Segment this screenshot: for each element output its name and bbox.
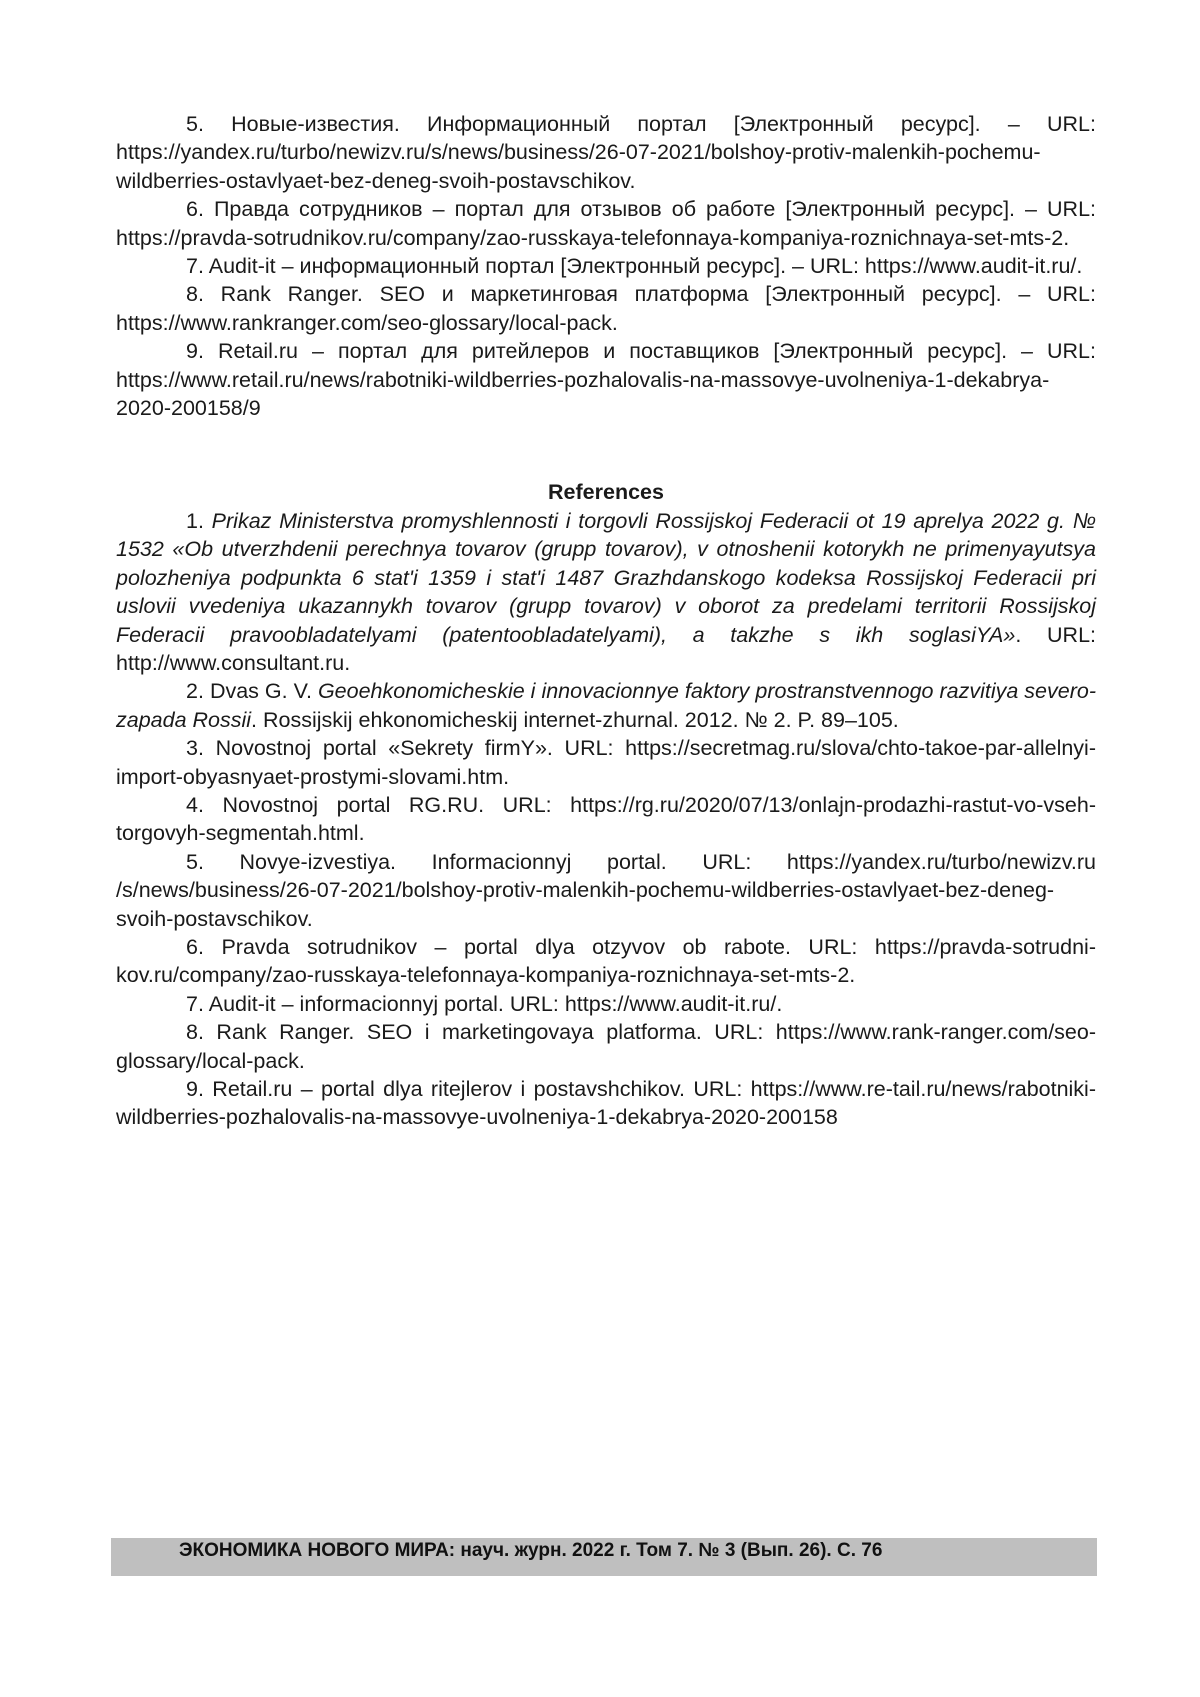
journal-footer-bar	[111, 1538, 1097, 1576]
reference-number: 7.	[186, 991, 204, 1016]
source-text: Audit-it – информационный портал [Электронный ресурс]. – URL: https://www.audit-it.ru/.	[208, 254, 1083, 279]
source-item-7	[116, 252, 1096, 280]
reference-item-8	[116, 1018, 1096, 1075]
reference-text: Retail.ru – portal dlya ritejlerov i postavshchikov. URL: https://www.re-tail.ru/news/rabotniki-wildberries-pozhalovalis-na-massovye-uvolneniya-1-dekabrya-2020-200158	[116, 1077, 1096, 1130]
reference-number: 9.	[186, 1077, 204, 1101]
reference-item-3	[116, 734, 1096, 791]
reference-authors: Dvas G. V.	[209, 679, 312, 704]
source-number: 8.	[186, 282, 204, 307]
source-number: 5.	[186, 112, 204, 136]
source-text: Retail.ru – портал для ритейлеров и поставщиков [Электронный ресурс]. – URL: https://www.retail.ru/news/rabotniki-wildberries-pozhalovalis-na-massovye-uvolneniya-1-dekabrya-2020-200158/9	[116, 339, 1096, 421]
section-spacer	[116, 422, 1096, 478]
reference-item-7	[116, 990, 1096, 1018]
reference-number: 3.	[186, 736, 204, 761]
source-number: 7.	[186, 254, 204, 279]
reference-item-2	[116, 677, 1096, 734]
source-item-6	[116, 195, 1096, 252]
reference-text: Pravda sotrudnikov – portal dlya otzyvov ob rabote. URL: https://pravda-sotrudni-kov.ru/company/zao-russkaya-telefonnaya-kompaniya-roznichnaya-set-mts-2.	[116, 934, 1096, 988]
reference-italic-title: Geoehkonomicheskie i innovacionnye faktory prostranstvennogo razvitiya severo-zapada Rossii	[116, 679, 1097, 732]
source-text: Rank Ranger. SEO и маркетинговая платформа [Электронный ресурс]. – URL: https://www.rankranger.com/seo-glossary/local-pack.	[116, 282, 1096, 335]
reference-text: Novye-izvestiya. Informacionnyj portal. URL: https://yandex.ru/turbo/newizv.ru /s/news/business/26-07-2021/bolshoy-protiv-malenkih-pochemu-wildberries-ostavlyaet-bez-deneg-svoih-postavschikov.	[116, 849, 1096, 931]
source-text: Правда сотрудников – портал для отзывов об работе [Электронный ресурс]. – URL: https://pravda-sotrudnikov.ru/company/zao-russkaya-telefonnaya-kompaniya-roznichnaya-set-mts-2.	[116, 197, 1096, 250]
reference-text: Rank Ranger. SEO i marketingovaya platforma. URL: https://www.rank-ranger.com/seo-glossary/local-pack.	[116, 1020, 1096, 1073]
journal-footer-text: ЭКОНОМИКА НОВОГО МИРА: науч. журн. 2022 г. Том 7. № 3 (Вып. 26). С. 76	[179, 1540, 883, 1561]
reference-number: 8.	[186, 1020, 204, 1045]
reference-rest: . Rossijskij ehkonomicheskij internet-zhurnal. 2012. № 2. P. 89–105.	[251, 707, 899, 732]
reference-number: 6.	[186, 934, 204, 959]
reference-text: Novostnoj portal RG.RU. URL: https://rg.ru/2020/07/13/onlajn-prodazhi-rastut-vo-vseh-torgovyh-segmentah.html.	[116, 792, 1096, 846]
page-content	[116, 110, 1096, 1132]
reference-item-6	[116, 933, 1096, 990]
source-item-9	[116, 337, 1096, 422]
reference-text: Novostnoj portal «Sekrety firmY». URL: https://secretmag.ru/slova/chto-takoe-par-allelnyi-import-obyasnyaet-prostymi-slovami.htm.	[116, 736, 1096, 789]
reference-item-9	[116, 1075, 1096, 1132]
reference-number: 2.	[186, 679, 204, 704]
reference-rest: . URL: http://www.consultant.ru.	[116, 622, 1096, 675]
references-heading: References	[548, 480, 664, 505]
reference-italic-title: Prikaz Ministerstva promyshlennosti i torgovli Rossijskoj Federacii ot 19 aprelya 2022 g. № 1532 «Ob utverzhdenii perechnya tovarov (grupp tovarov), v otnoshenii kotorykh ne primenyayutsya polozheniya podpunkta 6 stat'i 1359 i stat'i 1487 Grazhdanskogo kodeksa Rossijskoj Federacii pri uslovii vvedeniya ukazannykh tovarov (grupp tovarov) v oborot za predelami territorii Rossijskoj Federacii pravoobladatelyami (patentoobladatelyami), a takzhe s ikh soglasiYA»	[116, 508, 1096, 647]
reference-number: 5.	[186, 849, 204, 874]
source-item-5	[116, 110, 1096, 195]
reference-number: 1.	[186, 508, 204, 533]
reference-item-1	[116, 507, 1096, 677]
reference-text: Audit-it – informacionnyj portal. URL: https://www.audit-it.ru/.	[208, 991, 783, 1016]
reference-item-5	[116, 848, 1096, 933]
reference-item-4	[116, 791, 1096, 848]
source-number: 9.	[186, 339, 204, 364]
source-number: 6.	[186, 197, 204, 222]
source-text: Новые-известия. Информационный портал [Электронный ресурс]. – URL: https://yandex.ru/turbo/newizv.ru/s/news/business/26-07-2021/bolshoy-protiv-malenkih-pochemu-wildberries-ostavlyaet-bez-deneg-svoih-postavschikov.	[116, 112, 1096, 193]
reference-number: 4.	[186, 792, 204, 817]
source-item-8	[116, 280, 1096, 337]
